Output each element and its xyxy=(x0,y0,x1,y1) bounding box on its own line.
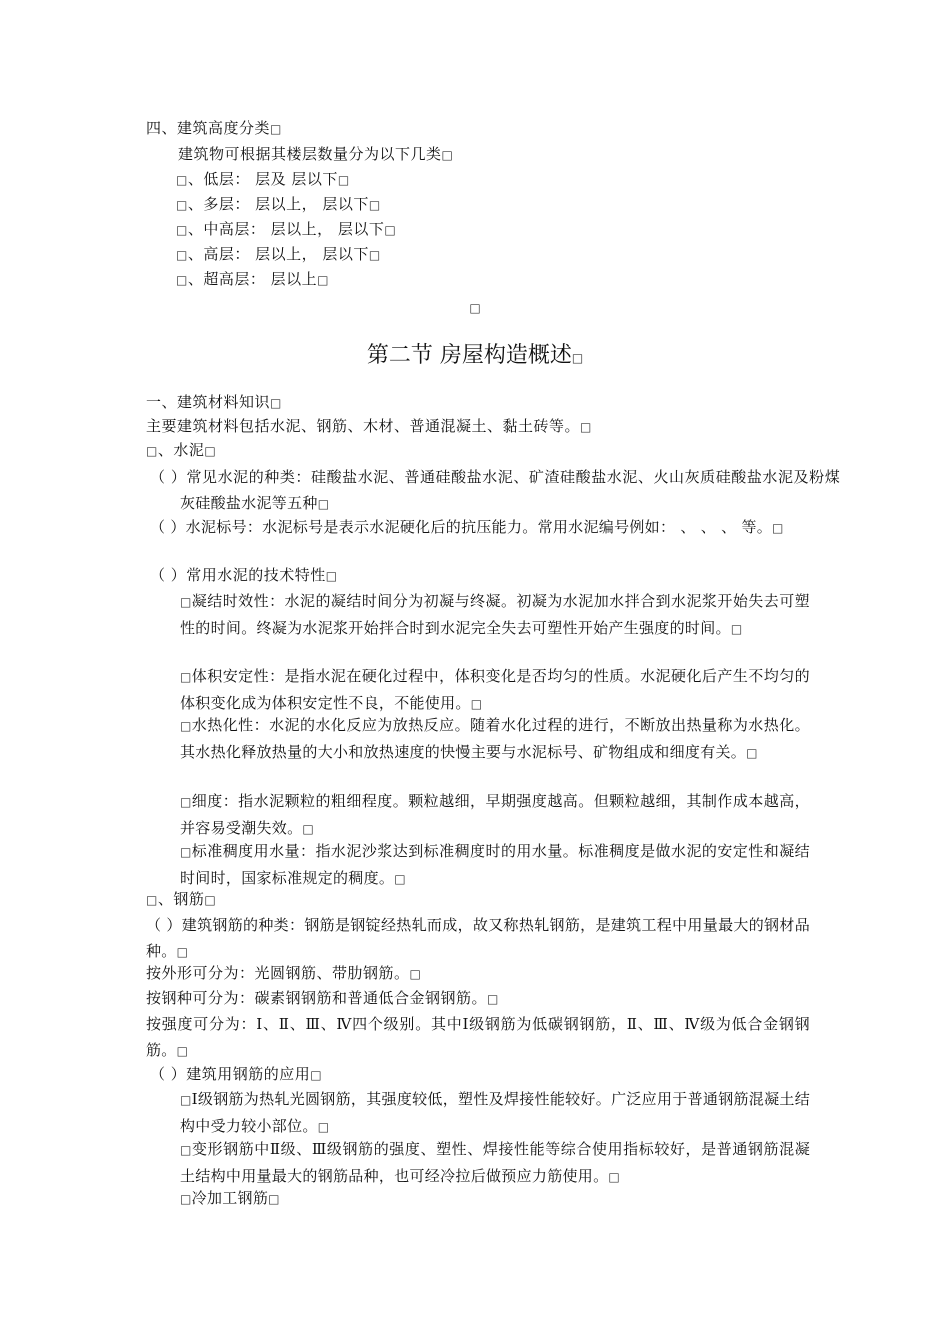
cement-heading: □、水泥□ xyxy=(146,441,217,459)
list-item: □细度：指水泥颗粒的粗细程度。颗粒越细，早期强度越高。但颗粒越细，其制作成本越高，并容易受潮失效。□ xyxy=(180,792,810,837)
list-item: □水热化性：水泥的水化反应为放热反应。随着水化过程的进行，不断放出热量称为水热化。其水热化释放热量的大小和放热速度的快慢主要与水泥标号、矿物组成和细度有关。□ xyxy=(180,716,810,761)
steel-grade-line: 按钢种可分为：碳素钢钢筋和普通低合金钢钢筋。□ xyxy=(146,989,499,1007)
steel-application-heading: （ ）建筑用钢筋的应用□ xyxy=(150,1065,323,1083)
page-title: 第二节 房屋构造概述□ xyxy=(366,343,584,368)
section4-intro: 建筑物可根据其楼层数量分为以下几类□ xyxy=(178,145,454,163)
list-item: □标准稠度用水量：指水泥沙浆达到标准稠度时的用水量。标准稠度是做水泥的安定性和凝结时间时，国家标准规定的稠度。□ xyxy=(180,842,810,887)
list-item: □冷加工钢筋□ xyxy=(180,1189,280,1207)
part1-heading: 一、建筑材料知识□ xyxy=(146,393,282,411)
list-item: □、低层： 层及 层以下□ xyxy=(176,170,350,188)
cement-properties-heading: （ ）常用水泥的技术特性□ xyxy=(150,566,338,584)
list-item: □变形钢筋中Ⅱ级、Ⅲ级钢筋的强度、塑性、焊接性能等综合使用指标较好，是普通钢筋混凝土结构中用量最大的钢筋品种，也可经冷拉后做预应力筋使用。□ xyxy=(180,1140,810,1185)
list-item: □体积安定性：是指水泥在硬化过程中，体积变化是否均匀的性质。水泥硬化后产生不均匀的体积变化成为体积安定性不良，不能使用。□ xyxy=(180,667,810,712)
list-item: □、超高层： 层以上□ xyxy=(176,270,329,288)
section4-heading: 四、建筑高度分类□ xyxy=(146,119,282,137)
steel-heading: □、钢筋□ xyxy=(146,890,217,908)
list-item: □、多层： 层以上， 层以下□ xyxy=(176,195,381,213)
steel-shape-line: 按外形可分为：光圆钢筋、带肋钢筋。□ xyxy=(146,964,422,982)
steel-types-paragraph: （ ）建筑钢筋的种类：钢筋是钢锭经热轧而成，故又称热轧钢筋，是建筑工程中用量最大的钢材品种。□ xyxy=(146,916,810,960)
cement-types-paragraph: （ ）常见水泥的种类：硅酸盐水泥、普通硅酸盐水泥、矿渣硅酸盐水泥、火山灰质硅酸盐水泥及粉煤灰硅酸盐水泥等五种□ xyxy=(150,468,840,512)
list-item: □、中高层： 层以上， 层以下□ xyxy=(176,220,397,238)
part1-intro: 主要建筑材料包括水泥、钢筋、木材、普通混凝土、黏土砖等。□ xyxy=(146,417,592,435)
cement-grade-paragraph: （ ）水泥标号：水泥标号是表示水泥硬化后的抗压能力。常用水泥编号例如： 、 、 、 等。□ xyxy=(150,518,784,536)
list-item: □、高层： 层以上， 层以下□ xyxy=(176,245,381,263)
steel-strength-paragraph: 按强度可分为：Ⅰ、Ⅱ、Ⅲ、Ⅳ四个级别。其中Ⅰ级钢筋为低碳钢钢筋，Ⅱ、Ⅲ、Ⅳ级为低合金钢钢筋。□ xyxy=(146,1015,810,1059)
blank-paragraph-marker: □ xyxy=(469,301,481,315)
list-item: □凝结时效性：水泥的凝结时间分为初凝与终凝。初凝为水泥加水拌合到水泥浆开始失去可塑性的时间。终凝为水泥浆开始拌合时到水泥完全失去可塑性开始产生强度的时间。□ xyxy=(180,592,810,637)
list-item: □Ⅰ级钢筋为热轧光圆钢筋，其强度较低，塑性及焊接性能较好。广泛应用于普通钢筋混凝土结构中受力较小部位。□ xyxy=(180,1090,811,1135)
